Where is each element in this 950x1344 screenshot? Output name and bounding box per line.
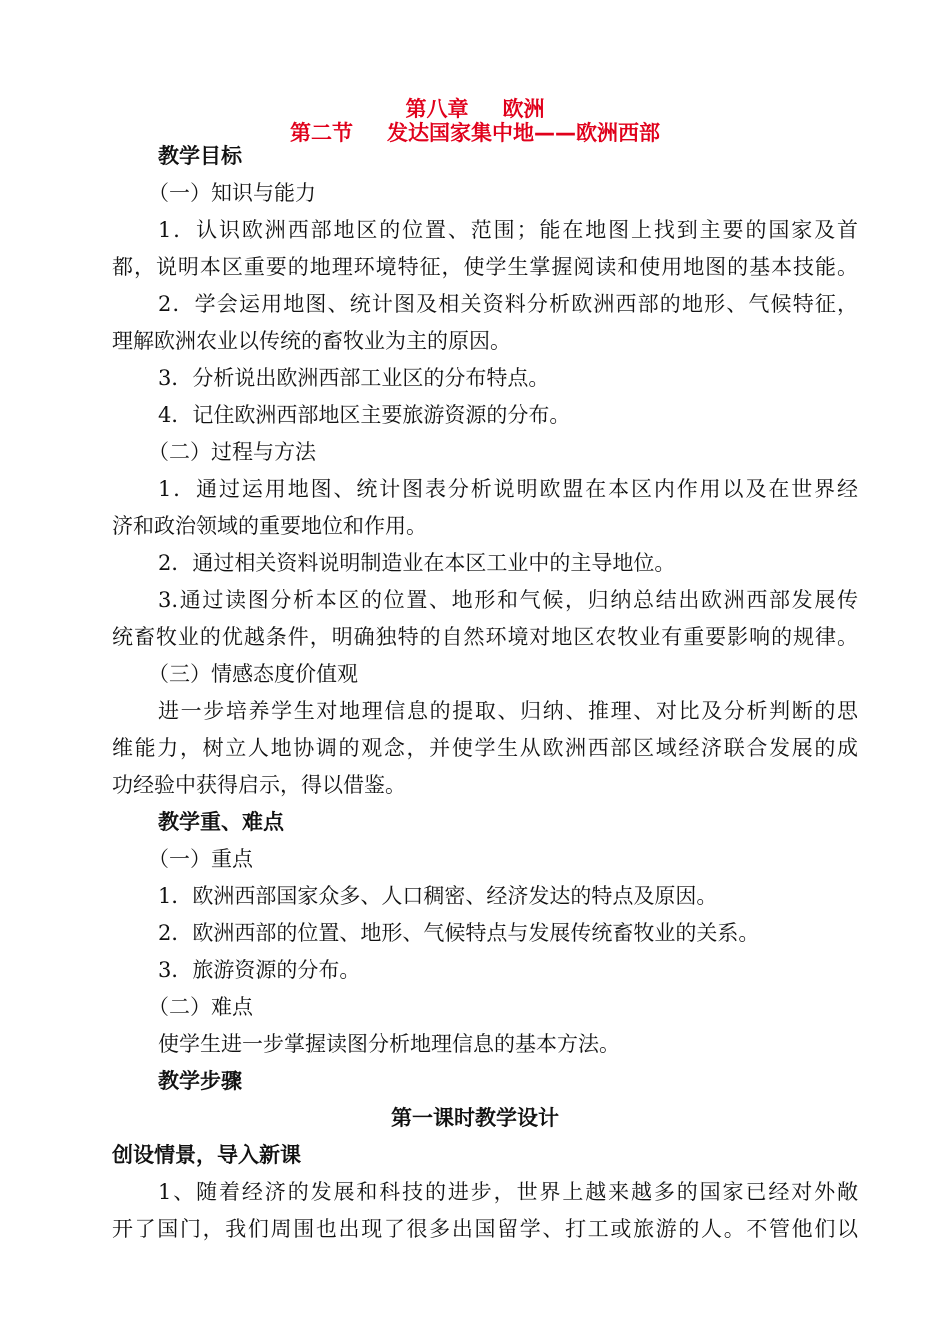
paragraph-line: 4．记住欧洲西部地区主要旅游资源的分布。 [158, 403, 571, 427]
heading-teaching-steps: 教学步骤 [158, 1069, 242, 1093]
heading-key-points: 教学重、难点 [158, 810, 284, 834]
paragraph-line: 使学生进一步掌握读图分析地理信息的基本方法。 [158, 1032, 620, 1056]
paragraph-line: 济和政治领域的重要地位和作用。 [112, 514, 427, 538]
paragraph-line: 1．认识欧洲西部地区的位置、范围；能在地图上找到主要的国家及首 [158, 218, 858, 242]
subheading-focus: （一）重点 [148, 847, 253, 871]
subheading-process: （二）过程与方法 [148, 440, 316, 464]
paragraph-line: 理解欧洲农业以传统的畜牧业为主的原因。 [112, 329, 511, 353]
paragraph-line: 进一步培养学生对地理信息的提取、归纳、推理、对比及分析判断的思 [158, 699, 858, 723]
paragraph-line: 3．旅游资源的分布。 [158, 958, 361, 982]
paragraph-line: 1．欧洲西部国家众多、人口稠密、经济发达的特点及原因。 [158, 884, 718, 908]
lesson-title: 第一课时教学设计 [391, 1106, 559, 1130]
subheading-knowledge: （一）知识与能力 [148, 181, 316, 205]
paragraph-line: 维能力，树立人地协调的观念，并使学生从欧洲西部区域经济联合发展的成 [112, 736, 858, 760]
paragraph-line: 功经验中获得启示，得以借鉴。 [112, 773, 406, 797]
heading-teaching-goals: 教学目标 [158, 144, 242, 168]
paragraph-line: 开了国门，我们周围也出现了很多出国留学、打工或旅游的人。不管他们以 [112, 1217, 858, 1241]
paragraph-line: 2．欧洲西部的位置、地形、气候特点与发展传统畜牧业的关系。 [158, 921, 760, 945]
paragraph-line: 2．学会运用地图、统计图及相关资料分析欧洲西部的地形、气候特征， [158, 292, 858, 316]
paragraph-line: 3．分析说出欧洲西部工业区的分布特点。 [158, 366, 550, 390]
section-name: 发达国家集中地——欧洲西部 [387, 121, 660, 145]
chapter-name: 欧洲 [502, 97, 545, 121]
paragraph-line: 2．通过相关资料说明制造业在本区工业中的主导地位。 [158, 551, 676, 575]
paragraph-line: 都，说明本区重要的地理环境特征，使学生掌握阅读和使用地图的基本技能。 [112, 255, 858, 279]
chapter-number: 第八章 [405, 97, 469, 121]
paragraph-line: 统畜牧业的优越条件，明确独特的自然环境对地区农牧业有重要影响的规律。 [112, 625, 858, 649]
subheading-difficulty: （二）难点 [148, 995, 253, 1019]
paragraph-line: 3.通过读图分析本区的位置、地形和气候，归纳总结出欧洲西部发展传 [158, 588, 858, 612]
paragraph-line: 1．通过运用地图、统计图表分析说明欧盟在本区内作用以及在世界经 [158, 477, 858, 501]
subheading-attitude: （三）情感态度价值观 [148, 662, 358, 686]
section-number: 第二节 [290, 121, 353, 145]
paragraph-line: 1、随着经济的发展和科技的进步，世界上越来越多的国家已经对外敞 [158, 1180, 858, 1204]
heading-intro: 创设情景，导入新课 [112, 1143, 301, 1167]
